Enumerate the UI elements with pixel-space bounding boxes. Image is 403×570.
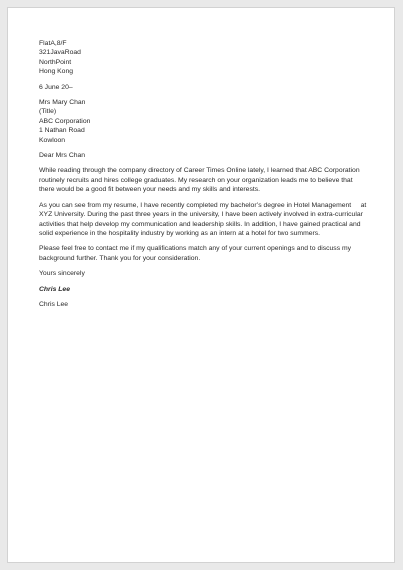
paragraph-line: Please feel free to contact me if my qualifications match any of your current openings and to discuss my <box>39 245 352 253</box>
paragraph-line: there would be a good fit between your needs and my skills and interests. <box>39 186 261 194</box>
sender-address-line: Hong Kong <box>39 68 74 76</box>
document-page <box>7 7 395 563</box>
signature-bold-name: Chris Lee <box>39 285 70 293</box>
paragraph-line: XYZ University. During the past three years in the university, I have been actively involved in extra-curricular <box>39 211 363 219</box>
salutation <box>39 151 379 160</box>
salutation-text: Dear Mrs Chan <box>39 152 86 160</box>
recipient-address <box>39 98 379 145</box>
sender-address-line: 321JavaRoad <box>39 49 81 57</box>
recipient-address-line: Kowloon <box>39 136 66 144</box>
paragraph-line: activities that help develop my communication and leadership skills. In addition, I have gained practical and <box>39 220 361 228</box>
paragraph-line: solid experience in the hospitality industry by working as an intern at a hotel for two summers. <box>39 229 321 237</box>
closing-text: Yours sincerely <box>39 270 85 278</box>
sender-address-line: FlatA,8/F <box>39 40 67 47</box>
paragraph-2 <box>39 201 379 239</box>
sender-address-line: NorthPoint <box>39 58 72 66</box>
letter-body <box>39 39 379 315</box>
signature <box>39 285 379 294</box>
typed-name-text: Chris Lee <box>39 300 69 308</box>
paragraph-line: background further. Thank you for your consideration. <box>39 254 201 262</box>
recipient-address-line: Mrs Mary Chan <box>39 99 86 107</box>
recipient-address-line: ABC Corporation <box>39 117 91 125</box>
paragraph-1 <box>39 166 379 194</box>
letter-date <box>39 83 379 92</box>
recipient-address-line: (Title) <box>39 108 57 116</box>
paragraph-line: As you can see from my resume, I have recently completed my bachelor’s degree in Hotel Management at <box>39 201 367 209</box>
recipient-address-line: 1 Nathan Road <box>39 127 85 135</box>
sender-address <box>39 39 379 77</box>
typed-name <box>39 300 379 309</box>
paragraph-line: While reading through the company directory of Career Times Online lately, I learned that ABC Corporation <box>39 167 360 175</box>
paragraph-3 <box>39 244 379 263</box>
paragraph-line: routinely recruits and hires college graduates. My research on your organization leads me to believe that <box>39 176 353 184</box>
closing <box>39 269 379 278</box>
date-text: 6 June 20– <box>39 83 73 91</box>
